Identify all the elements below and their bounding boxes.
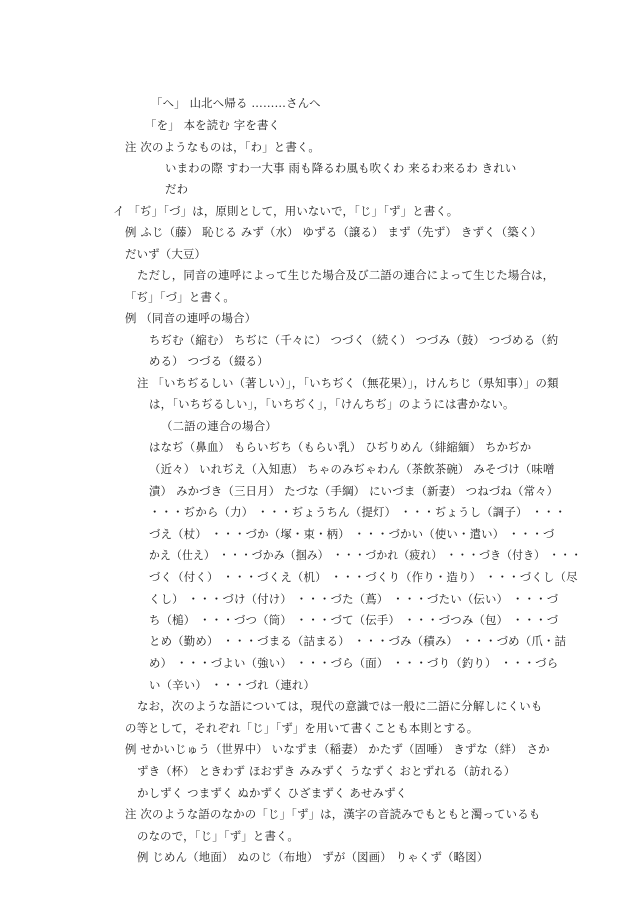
- text-line: ・・・ぢから（力） ・・・ぢょうちん（提灯） ・・・ぢょうし（調子） ・・・: [149, 505, 567, 519]
- text-line: 「ぢ」「づ」と書く。: [125, 290, 235, 304]
- text-line: い（辛い） ・・・づれ（連れ）: [149, 678, 316, 692]
- text-line: 「を」 本を読む 字を書く: [145, 118, 281, 132]
- text-line: だわ: [165, 182, 189, 196]
- text-line: かしずく つまずく ぬかずく ひざまずく あせみずく: [137, 786, 408, 800]
- text-line: める） つづる（綴る）: [149, 354, 269, 368]
- text-line: め） ・・・づよい（強い） ・・・づら（面） ・・・づり（釣り） ・・・づら: [149, 656, 559, 670]
- text-line: 例 せかいじゅう（世界中） いなずま（稲妻） かたず（固唾） きずな（絆） さか: [125, 742, 550, 756]
- text-line: 注 次のようなものは，「わ」と書く。: [125, 140, 320, 154]
- text-line: は，「いちぢるしい」，「いちぢく」，「けんちぢ」のようには書かない。: [149, 397, 515, 411]
- text-line: 例 ふじ（藤） 恥じる みず（水） ゆずる（譲る） まず（先ず） きずく（築く）: [125, 225, 543, 239]
- text-line: ち（槌） ・・・づつ（筒） ・・・づて（伝手） ・・・づつみ（包） ・・・づ: [149, 613, 559, 627]
- text-line: 注 「いちぢるしい（著しい）」，「いちぢく（無花果）」，けんちじ（県知事）」の類: [137, 376, 559, 390]
- text-line: 例 （同音の連呼の場合）: [125, 311, 257, 325]
- text-line: くし） ・・・づけ（付け） ・・・づた（蔦） ・・・づたい（伝い） ・・・づ: [149, 592, 559, 606]
- text-line: の等として，それぞれ「じ」「ず」を用いて書くことも本則とする。: [125, 721, 479, 735]
- text-line: のなので，「じ」「ず」と書く。: [137, 829, 300, 843]
- text-line: （近々） いれぢえ（入知恵） ちゃのみぢゃわん（茶飲茶碗） みそづけ（味噌: [149, 462, 555, 476]
- text-line: （二語の連合の場合）: [161, 419, 277, 433]
- text-line: なお，次のような語については，現代の意識では一般に二語に分解しにくいも: [137, 699, 543, 713]
- text-line: 例 じめん（地面） ぬのじ（布地） ずが（図画） りゃくず（略図）: [137, 850, 489, 864]
- text-line: づえ（杖） ・・・づか（塚・束・柄） ・・・づかい（使い・遣い） ・・・づ: [149, 527, 555, 541]
- text-line: はなぢ（鼻血） もらいぢち（もらい乳） ひぢりめん（緋縮緬） ちかぢか: [149, 440, 532, 454]
- text-line: だいず（大豆）: [125, 247, 207, 261]
- text-line: ずき（杯） ときわず ほおずき みみずく うなずく おとずれる（訪れる）: [137, 764, 516, 778]
- text-line: いまわの際 すわ一大事 雨も降るわ風も吹くわ 来るわ来るわ きれい: [165, 161, 517, 175]
- text-line: とめ（勤め） ・・・づまる（詰まる） ・・・づみ（積み） ・・・づめ（爪・詰: [149, 634, 567, 648]
- text-line: 「へ」 山北へ帰る ………さんへ: [151, 96, 321, 110]
- text-line: ただし，同音の連呼によって生じた場合及び二語の連合によって生じた場合は，: [137, 268, 555, 282]
- text-line: ちぢむ（縮む） ちぢに（千々に） つづく（続く） つづみ（鼓） つづめる（約: [149, 333, 559, 347]
- text-line: かえ（仕え） ・・・づかみ（掴み） ・・・づかれ（疲れ） ・・・づき（付き） ・・・: [149, 548, 582, 562]
- text-line: 漬） みかづき（三日月） たづな（手綱） にいづま（新妻） つねづね（常々）: [149, 484, 559, 498]
- text-line: づく（付く） ・・・づくえ（机） ・・・づくり（作り・造り） ・・・づくし（尽: [149, 570, 578, 584]
- text-line: イ 「ぢ」「づ」は，原則として，用いないで，「じ」「ず」と書く。: [113, 204, 459, 218]
- text-line: 注 次のような語のなかの「じ」「ず」は，漢字の音読みでもともと濁っているも: [125, 807, 541, 821]
